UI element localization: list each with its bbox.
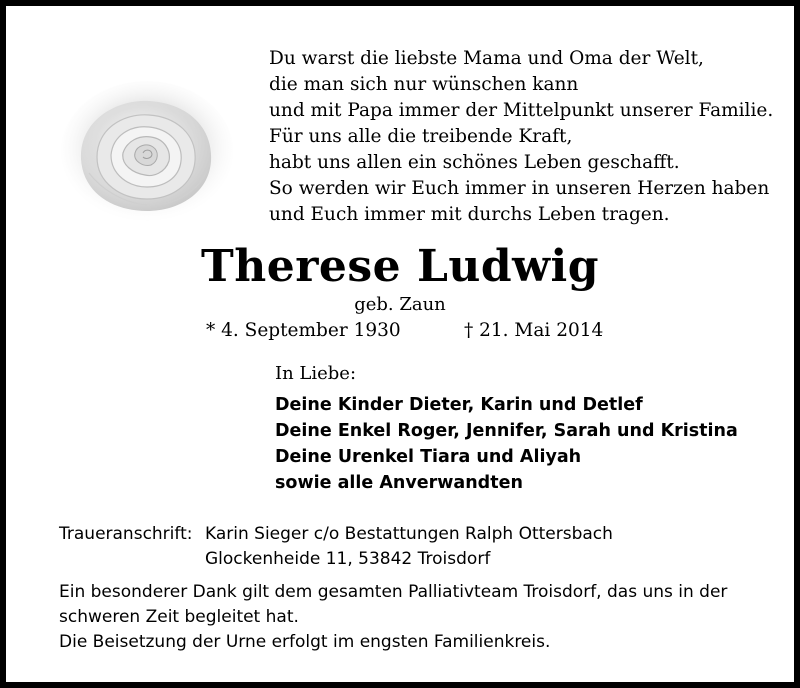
mourners-list bbox=[275, 392, 738, 496]
closing-line: Die Beisetzung der Urne erfolgt im engsten Familienkreis. bbox=[59, 632, 551, 652]
poem-line: Du warst die liebste Mama und Oma der Welt, bbox=[269, 48, 704, 69]
poem-line: die man sich nur wünschen kann bbox=[269, 74, 579, 95]
address-row bbox=[59, 547, 613, 572]
closing-line: Ein besonderer Dank gilt dem gesamten Palliativteam Troisdorf, das uns in der bbox=[59, 582, 728, 602]
address-line: Karin Sieger c/o Bestattungen Ralph Ottersbach bbox=[205, 524, 613, 544]
mourner-line: Deine Urenkel Tiara und Aliyah bbox=[275, 447, 582, 467]
closing-line: schweren Zeit begleitet hat. bbox=[59, 607, 299, 627]
address-label-spacer bbox=[59, 547, 205, 572]
in-love-label: In Liebe: bbox=[275, 363, 357, 384]
birth-date: * 4. September 1930 bbox=[206, 320, 401, 341]
mourner-line: Deine Kinder Dieter, Karin und Detlef bbox=[275, 395, 643, 415]
mourner-line: Deine Enkel Roger, Jennifer, Sarah und Kristina bbox=[275, 421, 738, 441]
mourning-address bbox=[59, 522, 613, 572]
rose-image bbox=[61, 81, 233, 221]
poem-line: So werden wir Euch immer in unseren Herzen haben bbox=[269, 178, 770, 199]
address-row bbox=[59, 522, 613, 547]
poem-line: und mit Papa immer der Mittelpunkt unserer Familie. bbox=[269, 100, 774, 121]
poem-line: und Euch immer mit durchs Leben tragen. bbox=[269, 204, 670, 225]
maiden-name: geb. Zaun bbox=[354, 294, 446, 315]
mourner-line: sowie alle Anverwandten bbox=[275, 473, 523, 493]
deceased-name: Therese Ludwig bbox=[200, 241, 600, 292]
death-date: † 21. Mai 2014 bbox=[464, 320, 604, 341]
memorial-poem bbox=[269, 46, 789, 228]
poem-line: Für uns alle die treibende Kraft, bbox=[269, 126, 573, 147]
closing-text bbox=[59, 580, 779, 655]
address-label: Traueranschrift: bbox=[59, 524, 193, 544]
address-line: Glockenheide 11, 53842 Troisdorf bbox=[205, 549, 491, 569]
poem-line: habt uns allen ein schönes Leben geschafft. bbox=[269, 152, 680, 173]
